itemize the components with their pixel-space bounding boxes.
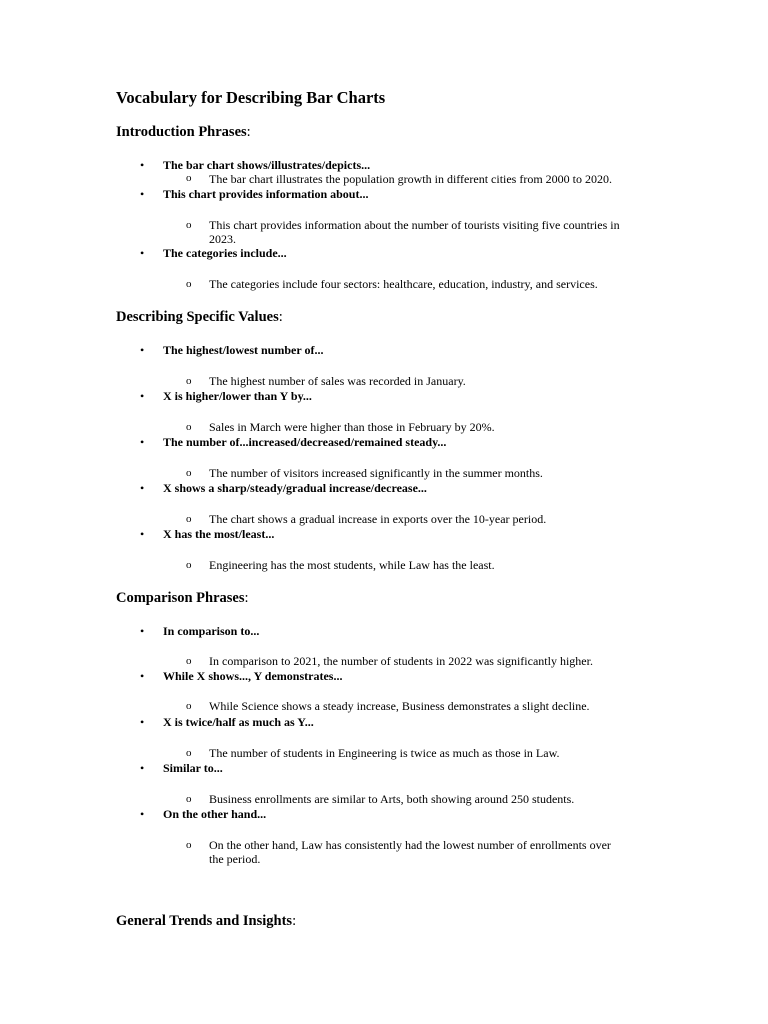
bullet-dot: •	[140, 481, 145, 495]
sub-bullet-circle: o	[186, 172, 192, 184]
sub-bullet-circle: o	[186, 467, 192, 479]
sub-bullet-circle: o	[186, 793, 192, 805]
document-title: Vocabulary for Describing Bar Charts	[116, 88, 386, 107]
example-text-continued: 2023.	[209, 232, 236, 246]
bullet-label: The categories include...	[163, 246, 287, 260]
example-text: Engineering has the most students, while Law has the least.	[209, 558, 495, 572]
sub-bullet-circle: o	[186, 559, 192, 571]
bullet-label: The highest/lowest number of...	[163, 343, 324, 357]
bullet-dot: •	[140, 246, 145, 260]
bullet-dot: •	[140, 435, 145, 449]
section-heading-colon: :	[244, 590, 249, 606]
example-text: While Science shows a steady increase, Business demonstrates a slight decline.	[209, 699, 590, 713]
sub-bullet-circle: o	[186, 421, 192, 433]
sub-bullet-circle: o	[186, 513, 192, 525]
example-text: The categories include four sectors: healthcare, education, industry, and services.	[209, 277, 598, 291]
section-heading-text: Introduction Phrases	[116, 124, 247, 140]
sub-bullet-circle: o	[186, 747, 192, 759]
section-heading-comparison	[116, 590, 249, 607]
bullet-label: X has the most/least...	[163, 527, 275, 541]
example-text: On the other hand, Law has consistently had the lowest number of enrollments over	[209, 838, 611, 852]
bullet-label: This chart provides information about...	[163, 187, 369, 201]
section-heading-colon: :	[246, 124, 251, 140]
sub-bullet-circle: o	[186, 219, 192, 231]
example-text: In comparison to 2021, the number of students in 2022 was significantly higher.	[209, 654, 593, 668]
example-text: The highest number of sales was recorded in January.	[209, 374, 466, 388]
example-text: The bar chart illustrates the population growth in different cities from 2000 to 2020.	[209, 172, 613, 186]
bullet-dot: •	[140, 527, 145, 541]
bullet-label: X is twice/half as much as Y...	[163, 715, 314, 729]
bullet-label: The bar chart shows/illustrates/depicts...	[163, 158, 371, 172]
bullet-label: X shows a sharp/steady/gradual increase/decrease...	[163, 481, 427, 495]
bullet-dot: •	[140, 715, 145, 729]
bullet-dot: •	[140, 807, 145, 821]
example-text: Sales in March were higher than those in February by 20%.	[209, 420, 495, 434]
bullet-dot: •	[140, 343, 145, 357]
sub-bullet-circle: o	[186, 655, 192, 667]
sub-bullet-circle: o	[186, 839, 192, 851]
bullet-label: While X shows..., Y demonstrates...	[163, 669, 343, 683]
bullet-dot: •	[140, 761, 145, 775]
bullet-dot: •	[140, 187, 145, 201]
bullet-dot: •	[140, 389, 145, 403]
section-heading-specific-values	[116, 309, 283, 326]
section-heading-colon: :	[278, 309, 283, 325]
example-text: The number of students in Engineering is twice as much as those in Law.	[209, 746, 560, 760]
bullet-dot: •	[140, 624, 145, 638]
sub-bullet-circle: o	[186, 278, 192, 290]
example-text: Business enrollments are similar to Arts, both showing around 250 students.	[209, 792, 575, 806]
bullet-label: X is higher/lower than Y by...	[163, 389, 312, 403]
bullet-dot: •	[140, 669, 145, 683]
example-text: The chart shows a gradual increase in exports over the 10-year period.	[209, 512, 547, 526]
section-heading-introduction	[116, 124, 251, 141]
section-heading-text: Comparison Phrases	[116, 590, 245, 606]
section-heading-general-trends	[116, 913, 296, 930]
bullet-label: Similar to...	[163, 761, 223, 775]
section-heading-text: Describing Specific Values	[116, 309, 279, 325]
bullet-dot: •	[140, 158, 145, 172]
section-heading-colon: :	[292, 913, 297, 929]
bullet-label: On the other hand...	[163, 807, 267, 821]
section-heading-text: General Trends and Insights	[116, 913, 293, 929]
bullet-label: The number of...increased/decreased/remained steady...	[163, 435, 447, 449]
sub-bullet-circle: o	[186, 700, 192, 712]
example-text: The number of visitors increased significantly in the summer months.	[209, 466, 543, 480]
sub-bullet-circle: o	[186, 375, 192, 387]
bullet-label: In comparison to...	[163, 624, 260, 638]
example-text-continued: the period.	[209, 852, 261, 866]
example-text: This chart provides information about the number of tourists visiting five countries in	[209, 218, 620, 232]
